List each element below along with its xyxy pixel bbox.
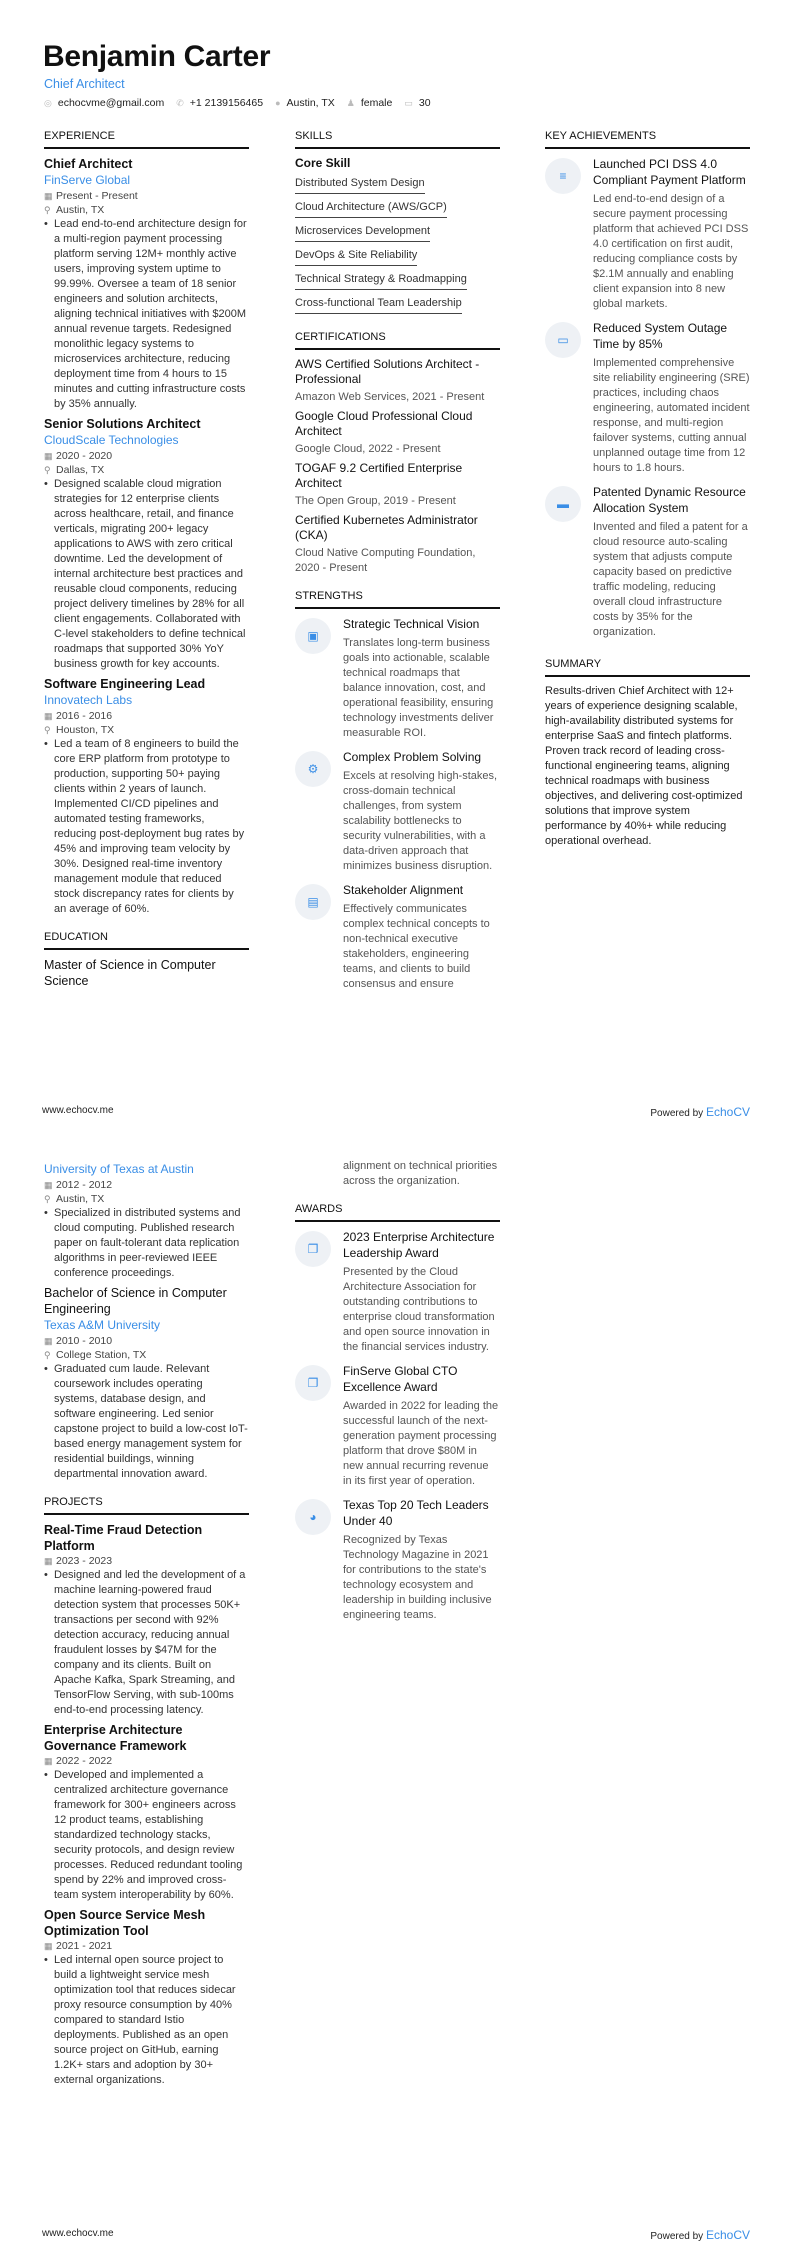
contact-info — [44, 97, 431, 109]
award-item-title: 2023 Enterprise Architecture Leadership Award — [343, 1230, 495, 1260]
section-projects: PROJECTS — [44, 1496, 249, 1515]
education-description: • Graduated cum laude. Relevant coursework includes operating systems, database design, and software engineering. Led senior capstone project to build a low-cost IoT-based energy management system for residential buildings, winning departmental innovation award. — [44, 1362, 249, 1482]
calendar-icon: ▦ — [44, 191, 53, 201]
dates-text: 2012 - 2012 — [56, 1179, 113, 1191]
contact-item — [44, 97, 164, 109]
strength-item-body — [343, 882, 500, 992]
job-description: • Lead end-to-end architecture design for a multi-region payment processing platform serving 12M+ monthly active users, improving system uptime to 99.99%. Oversee a team of 18 senior engineers and solution architects, aligning technical initiatives with $200M annual revenue targets. Redesigned monolithic legacy systems to microservices architecture, reducing deployment time from 4 hours to 15 minutes and cutting infrastructure costs by 35% annually. — [44, 217, 249, 412]
job-title: Chief Architect — [44, 157, 133, 171]
certification-issuer: The Open Group, 2019 - Present — [295, 495, 456, 507]
certification-name: TOGAF 9.2 Certified Enterprise Architect — [295, 461, 463, 490]
strength-item-title: Stakeholder Alignment — [343, 883, 464, 897]
contact-item — [404, 97, 430, 109]
project-dates — [44, 1939, 249, 1953]
middle-column — [295, 130, 500, 1000]
section-education: EDUCATION — [44, 931, 249, 950]
achievement-item — [545, 320, 750, 476]
award-item-description: Presented by the Cloud Architecture Association for outstanding contributions to enterprise cloud transformation and open source innovation in the financial services industry. — [343, 1266, 495, 1353]
education-location — [44, 1348, 249, 1362]
company-name: CloudScale Technologies — [44, 433, 179, 447]
footer-site-link[interactable]: www.echocv.me — [42, 1105, 114, 1116]
left-column — [44, 1161, 249, 2092]
meta-text: 2021 - 2021 — [56, 1940, 113, 1952]
location-icon: ⚲ — [44, 1350, 51, 1360]
project-item — [44, 1907, 249, 2088]
education-location — [44, 1192, 249, 1206]
award-item — [295, 1363, 500, 1489]
company-name: FinServe Global — [44, 173, 131, 187]
achievement-item — [545, 484, 750, 640]
achievement-item-title: Patented Dynamic Resource Allocation System — [593, 485, 746, 515]
section-skills: SKILLS — [295, 130, 500, 149]
certification-item — [295, 461, 500, 509]
meta-text: 2016 - 2016 — [56, 710, 113, 722]
meta-text: Dallas, TX — [56, 464, 105, 476]
achievement-item-body — [593, 320, 750, 476]
contact-text: female — [360, 97, 393, 109]
project-dates — [44, 1754, 249, 1768]
strength-item-body — [343, 616, 500, 741]
award-item-description: Awarded in 2022 for leading the successful launch of the next-generation payment processing platform that drove $80M in new annual recurring revenue in its first year of operation. — [343, 1400, 499, 1487]
skill-item: Distributed System Design — [295, 174, 425, 194]
list-icon: ≡ — [545, 158, 581, 194]
section-certifications: CERTIFICATIONS — [295, 331, 500, 350]
education-dates — [44, 1334, 249, 1348]
job-location — [44, 723, 249, 737]
calendar-icon: ▦ — [44, 1756, 53, 1766]
contact-text: 30 — [418, 97, 431, 109]
company-name: Innovatech Labs — [44, 693, 133, 707]
skill-item: Cross-functional Team Leadership — [295, 294, 462, 314]
strength-item-description: Excels at resolving high-stakes, cross-domain technical challenges, from system scalability bottlenecks to security vulnerabilities, with a data-driven approach that minimizes business disruption. — [343, 770, 498, 872]
location-text: Austin, TX — [56, 1193, 105, 1205]
strength-item-description: Translates long-term business goals into actionable, scalable technical roadmaps that balance innovation, cost, and operational feasibility, ensuring technology investments deliver measurable ROI. — [343, 637, 494, 739]
strength-item-title: Complex Problem Solving — [343, 750, 482, 764]
location-icon: ⚲ — [44, 725, 51, 735]
gear-icon: ⚙ — [295, 751, 331, 787]
calendar-icon: ▦ — [44, 1336, 53, 1346]
strength-item-description: Effectively communicates complex technical concepts to non-technical executive stakeholders, engineering teams, and clients to build consensus and ensure — [343, 903, 490, 990]
certification-issuer: Cloud Native Computing Foundation, 2020 - Present — [295, 547, 476, 574]
strength-continued — [295, 1159, 500, 1189]
certification-item — [295, 409, 500, 457]
certification-item — [295, 513, 500, 576]
award-item — [295, 1229, 500, 1355]
skill-group-heading: Core Skill — [295, 156, 351, 170]
education-description: • Specialized in distributed systems and cloud computing. Published research paper on fault-tolerant data replication algorithms in peer-reviewed IEEE conference proceedings. — [44, 1206, 249, 1281]
location-text: College Station, TX — [56, 1349, 147, 1361]
copy-icon: ❐ — [295, 1365, 331, 1401]
project-description: • Designed and led the development of a machine learning-powered fraud detection system that processes 50K+ transactions per second with 92% detection accuracy, reducing annual fraudulent losses by $47M for the company and its clients. Built on Apache Kafka, Spark Streaming, and TensorFlow Serving, with sub-100ms end-to-end processing latency. — [44, 1568, 249, 1718]
achievement-item-title: Launched PCI DSS 4.0 Compliant Payment Platform — [593, 157, 746, 187]
calendar-icon: ▦ — [44, 1556, 53, 1566]
achievement-item-description: Led end-to-end design of a secure payment processing platform that achieved PCI DSS 4.0 certification on first audit, reducing compliance costs by $2.1M annually and enabling client expansion into 8 new global markets. — [593, 193, 749, 310]
project-title: Open Source Service Mesh Optimization Tool — [44, 1908, 206, 1938]
job-description: • Led a team of 8 engineers to build the core ERP platform from prototype to production, supporting 50+ paying clients within 2 years of launch. Implemented CI/CD pipelines and automated testing frameworks, reducing post-deployment bug rates by 45% and improving team velocity by 30%. Designed real-time inventory management module that reduced stock discrepancy rates for clients by an average of 60%. — [44, 737, 249, 917]
email-icon: ◎ — [44, 98, 52, 108]
project-description: • Led internal open source project to build a lightweight service mesh optimization tool that reduces sidecar proxy resource consumption by 40% compared to standard Istio deployments. Published as an open source project on GitHub, earning 1.2K+ stars and adoption by 30+ external organizations. — [44, 1953, 249, 2088]
job-dates — [44, 189, 249, 203]
achievement-item-body — [593, 156, 750, 312]
monitor-icon: ▣ — [295, 618, 331, 654]
candidate-name: Benjamin Carter — [43, 40, 271, 73]
award-item-body — [343, 1229, 500, 1355]
education-dates — [44, 1178, 249, 1192]
project-title: Enterprise Architecture Governance Framework — [44, 1723, 187, 1753]
footer-site-link[interactable]: www.echocv.me — [42, 2228, 114, 2239]
calendar-icon: ▦ — [44, 711, 53, 721]
experience-item — [44, 416, 249, 672]
award-item-body — [343, 1363, 500, 1489]
job-title: Senior Solutions Architect — [44, 417, 201, 431]
skill-item: DevOps & Site Reliability — [295, 246, 417, 266]
meta-text: Austin, TX — [56, 204, 105, 216]
dates-text: 2010 - 2010 — [56, 1335, 113, 1347]
copy-icon: ❐ — [295, 1231, 331, 1267]
candidate-title: Chief Architect — [44, 77, 125, 91]
certification-issuer: Google Cloud, 2022 - Present — [295, 443, 441, 455]
powered-by-label: Powered by — [650, 1108, 704, 1119]
calendar-icon: ▭ — [545, 322, 581, 358]
contact-text: Austin, TX — [286, 97, 335, 109]
footer-powered-by — [650, 2228, 750, 2242]
project-dates — [44, 1554, 249, 1568]
job-description: • Designed scalable cloud migration strategies for 12 enterprise clients across healthcare, retail, and finance verticals, migrating 200+ legacy applications to AWS with zero critical downtime. Led the development of internal architecture best practices and reusable cloud components, reducing project delivery timelines by 28% for all client engagements. Collaborated with C-level stakeholders to define technical roadmaps that supported 30% YoY business growth for key accounts. — [44, 477, 249, 672]
education-school: Texas A&M University — [44, 1318, 161, 1332]
achievement-item-description: Invented and filed a patent for a cloud resource auto-scaling system that adjusts compute capacity based on predictive traffic modeling, reducing overall cloud infrastructure costs by 35% for the organization. — [593, 521, 748, 638]
middle-column — [295, 1161, 500, 1631]
award-item-title: Texas Top 20 Tech Leaders Under 40 — [343, 1498, 489, 1528]
job-dates — [44, 449, 249, 463]
left-column — [44, 130, 249, 989]
education-school: University of Texas at Austin — [44, 1162, 194, 1176]
project-title: Real-Time Fraud Detection Platform — [44, 1523, 203, 1553]
project-description: • Developed and implemented a centralized architecture governance framework for 300+ engineers across 12 product teams, establishing standardized technology stacks, security protocols, and design review processes. Reduced redundant tooling spend by 22% and improved cross-team system interoperability by 60%. — [44, 1768, 249, 1903]
award-item-description: Recognized by Texas Technology Magazine in 2021 for contributions to the state's technology ecosystem and leadership in building inclusive engineering teams. — [343, 1534, 492, 1621]
award-item-body — [343, 1497, 500, 1623]
job-location — [44, 203, 249, 217]
section-summary: SUMMARY — [545, 658, 750, 677]
experience-item — [44, 676, 249, 917]
contact-item — [176, 97, 263, 109]
certification-item — [295, 357, 500, 405]
contact-item — [347, 97, 393, 109]
meta-text: 2023 - 2023 — [56, 1555, 113, 1567]
card-icon: ▬ — [545, 486, 581, 522]
job-title: Software Engineering Lead — [44, 677, 206, 691]
education-degree: Master of Science in Computer Science — [44, 958, 216, 988]
section-strengths: STRENGTHS — [295, 590, 500, 609]
strength-item-body — [343, 749, 500, 874]
echocv-logo: EchoCV — [705, 1105, 750, 1119]
footer-powered-by — [650, 1105, 750, 1119]
presentation-icon: ▤ — [295, 884, 331, 920]
calendar-icon: ▦ — [44, 451, 53, 461]
achievement-item-title: Reduced System Outage Time by 85% — [593, 321, 728, 351]
pie-chart-icon: ◕ — [295, 1499, 331, 1535]
strength-item — [295, 882, 500, 992]
achievement-item-body — [593, 484, 750, 640]
project-item — [44, 1522, 249, 1718]
strength-description: alignment on technical priorities across the organization. — [343, 1160, 498, 1187]
user-icon: ♟ — [346, 98, 355, 108]
award-item — [295, 1497, 500, 1623]
location-icon: ⚲ — [44, 465, 51, 475]
calendar-icon: ▦ — [44, 1180, 53, 1190]
section-key-achievements: KEY ACHIEVEMENTS — [545, 130, 750, 149]
achievement-item-description: Implemented comprehensive site reliability engineering (SRE) practices, including chaos engineering, automated incident response, and multi-region failover systems, cutting annual unplanned outage time from 12 hours to 1.8 hours. — [593, 357, 750, 474]
skill-item: Technical Strategy & Roadmapping — [295, 270, 467, 290]
meta-text: Houston, TX — [56, 724, 115, 736]
meta-text: 2022 - 2022 — [56, 1755, 113, 1767]
achievement-item — [545, 156, 750, 312]
resume-page-2 — [0, 1123, 794, 2246]
project-item — [44, 1722, 249, 1903]
phone-icon: ✆ — [176, 98, 184, 108]
location-icon: ⚲ — [44, 205, 51, 215]
job-dates — [44, 709, 249, 723]
contact-item — [275, 97, 335, 109]
contact-text: echocvme@gmail.com — [57, 97, 165, 109]
certification-name: Certified Kubernetes Administrator (CKA) — [295, 513, 478, 542]
certification-name: AWS Certified Solutions Architect - Professional — [295, 357, 480, 386]
calendar-icon: ▦ — [44, 1941, 53, 1951]
section-experience: EXPERIENCE — [44, 130, 249, 149]
strength-item-title: Strategic Technical Vision — [343, 617, 480, 631]
location-icon: ⚲ — [44, 1194, 51, 1204]
location-icon: ● — [275, 98, 281, 108]
powered-by-label: Powered by — [650, 2231, 704, 2242]
contact-text: +1 2139156465 — [189, 97, 264, 109]
education-degree: Bachelor of Science in Computer Engineering — [44, 1286, 227, 1316]
strength-item — [295, 616, 500, 741]
experience-item — [44, 156, 249, 412]
meta-text: Present - Present — [56, 190, 138, 202]
right-column — [545, 130, 750, 849]
calendar-icon: ▭ — [404, 98, 413, 108]
award-item-title: FinServe Global CTO Excellence Award — [343, 1364, 458, 1394]
echocv-logo: EchoCV — [705, 2228, 750, 2242]
section-awards: AWARDS — [295, 1203, 500, 1222]
skill-item: Microservices Development — [295, 222, 430, 242]
job-location — [44, 463, 249, 477]
certification-name: Google Cloud Professional Cloud Architect — [295, 409, 473, 438]
certification-issuer: Amazon Web Services, 2021 - Present — [295, 391, 485, 403]
strength-item — [295, 749, 500, 874]
summary-text: Results-driven Chief Architect with 12+ years of experience designing scalable, high-availability distributed systems for enterprise SaaS and fintech platforms. Proven track record of leading cross-functional engineering teams, aligning technical roadmaps with business objectives, and delivering cost-optimized solutions that improve system performance by 40%+ while reducing operational overhead. — [545, 685, 743, 847]
meta-text: 2020 - 2020 — [56, 450, 113, 462]
skill-item: Cloud Architecture (AWS/GCP) — [295, 198, 447, 218]
